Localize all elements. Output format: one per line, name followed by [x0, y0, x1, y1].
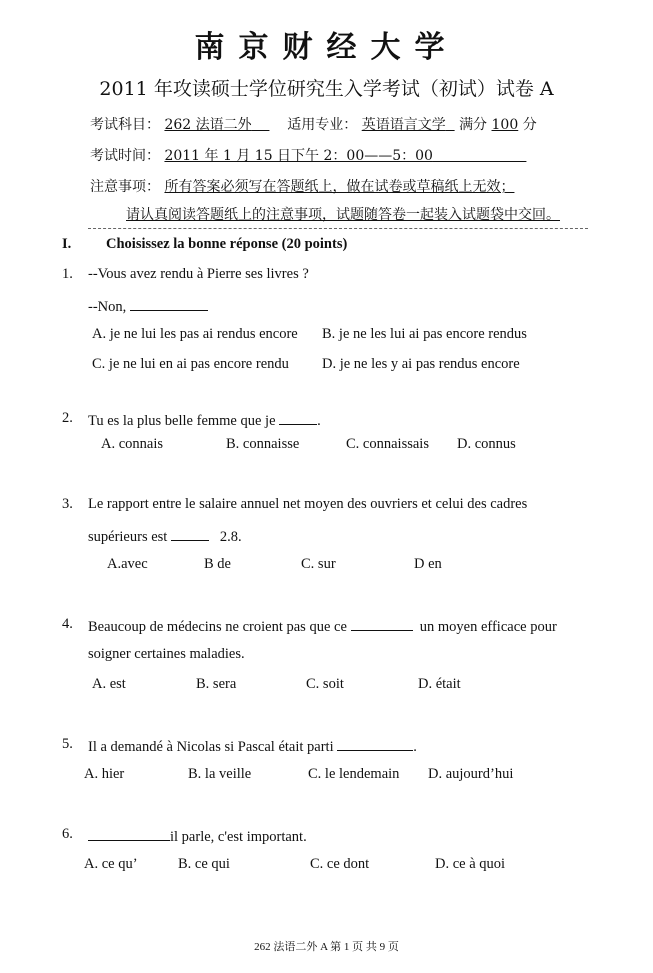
notice-label: 注意事项：	[90, 179, 160, 195]
notice-row	[90, 176, 514, 196]
answer-blank	[88, 826, 170, 841]
time-value: 2011 年 1 月 15 日下午 2：00——5：00	[164, 148, 433, 164]
question-3-line-2: supérieurs est 2.8.	[88, 526, 242, 546]
question-5-option-b: B. la veille	[188, 766, 252, 782]
section-number: I.	[62, 236, 72, 252]
major-label: 适用专业：	[287, 117, 358, 133]
question-4-option-c: C. soit	[306, 676, 344, 692]
question-3-number: 3.	[62, 496, 73, 512]
question-3-option-d: D en	[414, 556, 442, 572]
question-4-line-2: soigner certaines maladies.	[88, 646, 245, 662]
header-divider	[88, 228, 588, 229]
question-6-number: 6.	[62, 826, 73, 842]
question-3-option-c: C. sur	[301, 556, 336, 572]
question-4-option-d: D. était	[418, 676, 461, 692]
question-6-line-1: il parle, c'est important.	[88, 826, 307, 846]
question-1-line-1: --Vous avez rendu à Pierre ses livres ?	[88, 266, 309, 282]
question-2-option-c: C. connaissais	[346, 436, 429, 452]
score-unit: 分	[522, 117, 537, 133]
question-3-option-b: B de	[204, 556, 231, 572]
question-1-option-c: C. je ne lui en ai pas encore rendu	[92, 356, 289, 372]
question-3-line-1: Le rapport entre le salaire annuel net moyen des ouvriers et celui des cadres	[88, 496, 528, 512]
question-4-option-a: A. est	[92, 676, 126, 692]
major-value: 英语语言文学	[361, 117, 446, 133]
time-row	[90, 145, 526, 165]
question-2-line-1: Tu es la plus belle femme que je .	[88, 410, 321, 430]
question-5-number: 5.	[62, 736, 73, 752]
question-5-option-d: D. aujourd’hui	[428, 766, 514, 782]
question-2-number: 2.	[62, 410, 73, 426]
question-2-option-d: D. connus	[457, 436, 516, 452]
subject-value: 262 法语二外	[164, 117, 252, 133]
answer-blank	[337, 736, 413, 751]
answer-blank	[351, 616, 413, 631]
question-1-option-d: D. je ne les y ai pas rendus encore	[322, 356, 520, 372]
exam-title: 2011 年攻读硕士学位研究生入学考试（初试）试卷 A	[99, 78, 554, 100]
question-1-option-b: B. je ne les lui ai pas encore rendus	[322, 326, 527, 342]
notice-line-2: 请认真阅读答题纸上的注意事项，试题随答卷一起装入试题袋中交回。	[126, 207, 560, 223]
subject-label: 考试科目：	[90, 117, 160, 133]
question-5-option-a: A. hier	[84, 766, 125, 782]
question-4-number: 4.	[62, 616, 73, 632]
question-1-number: 1.	[62, 266, 73, 282]
time-label: 考试时间：	[90, 148, 160, 164]
question-5-line-1: Il a demandé à Nicolas si Pascal était parti .	[88, 736, 417, 756]
question-6-option-d: D. ce à quoi	[435, 856, 506, 872]
question-1-option-a: A. je ne lui les pas ai rendus encore	[92, 326, 298, 342]
question-5-option-c: C. le lendemain	[308, 766, 400, 782]
question-2-option-a: A. connais	[101, 436, 164, 452]
score-value: 100	[491, 117, 519, 133]
question-6-option-b: B. ce qui	[178, 856, 230, 872]
question-6-option-c: C. ce dont	[310, 856, 370, 872]
university-title: 南京财经大学	[194, 30, 459, 65]
subject-row	[90, 114, 537, 134]
page-footer: 262 法语二外 A 第 1 页 共 9 页	[254, 941, 399, 953]
question-4-option-b: B. sera	[196, 676, 237, 692]
answer-blank	[130, 296, 208, 311]
score-label: 满分	[459, 117, 488, 133]
notice-line-1: 所有答案必须写在答题纸上，做在试卷或草稿纸上无效；	[164, 179, 515, 195]
question-2-option-b: B. connaisse	[226, 436, 300, 452]
question-4-line-1: Beaucoup de médecins ne croient pas que ce un moyen efficace pour	[88, 616, 557, 636]
section-title: Choisissez la bonne réponse (20 points)	[106, 236, 348, 252]
question-1-line-2: --Non,	[88, 296, 208, 316]
answer-blank	[171, 526, 209, 541]
question-6-option-a: A. ce qu’	[84, 856, 138, 872]
question-3-option-a: A.avec	[107, 556, 148, 572]
answer-blank	[279, 410, 317, 425]
